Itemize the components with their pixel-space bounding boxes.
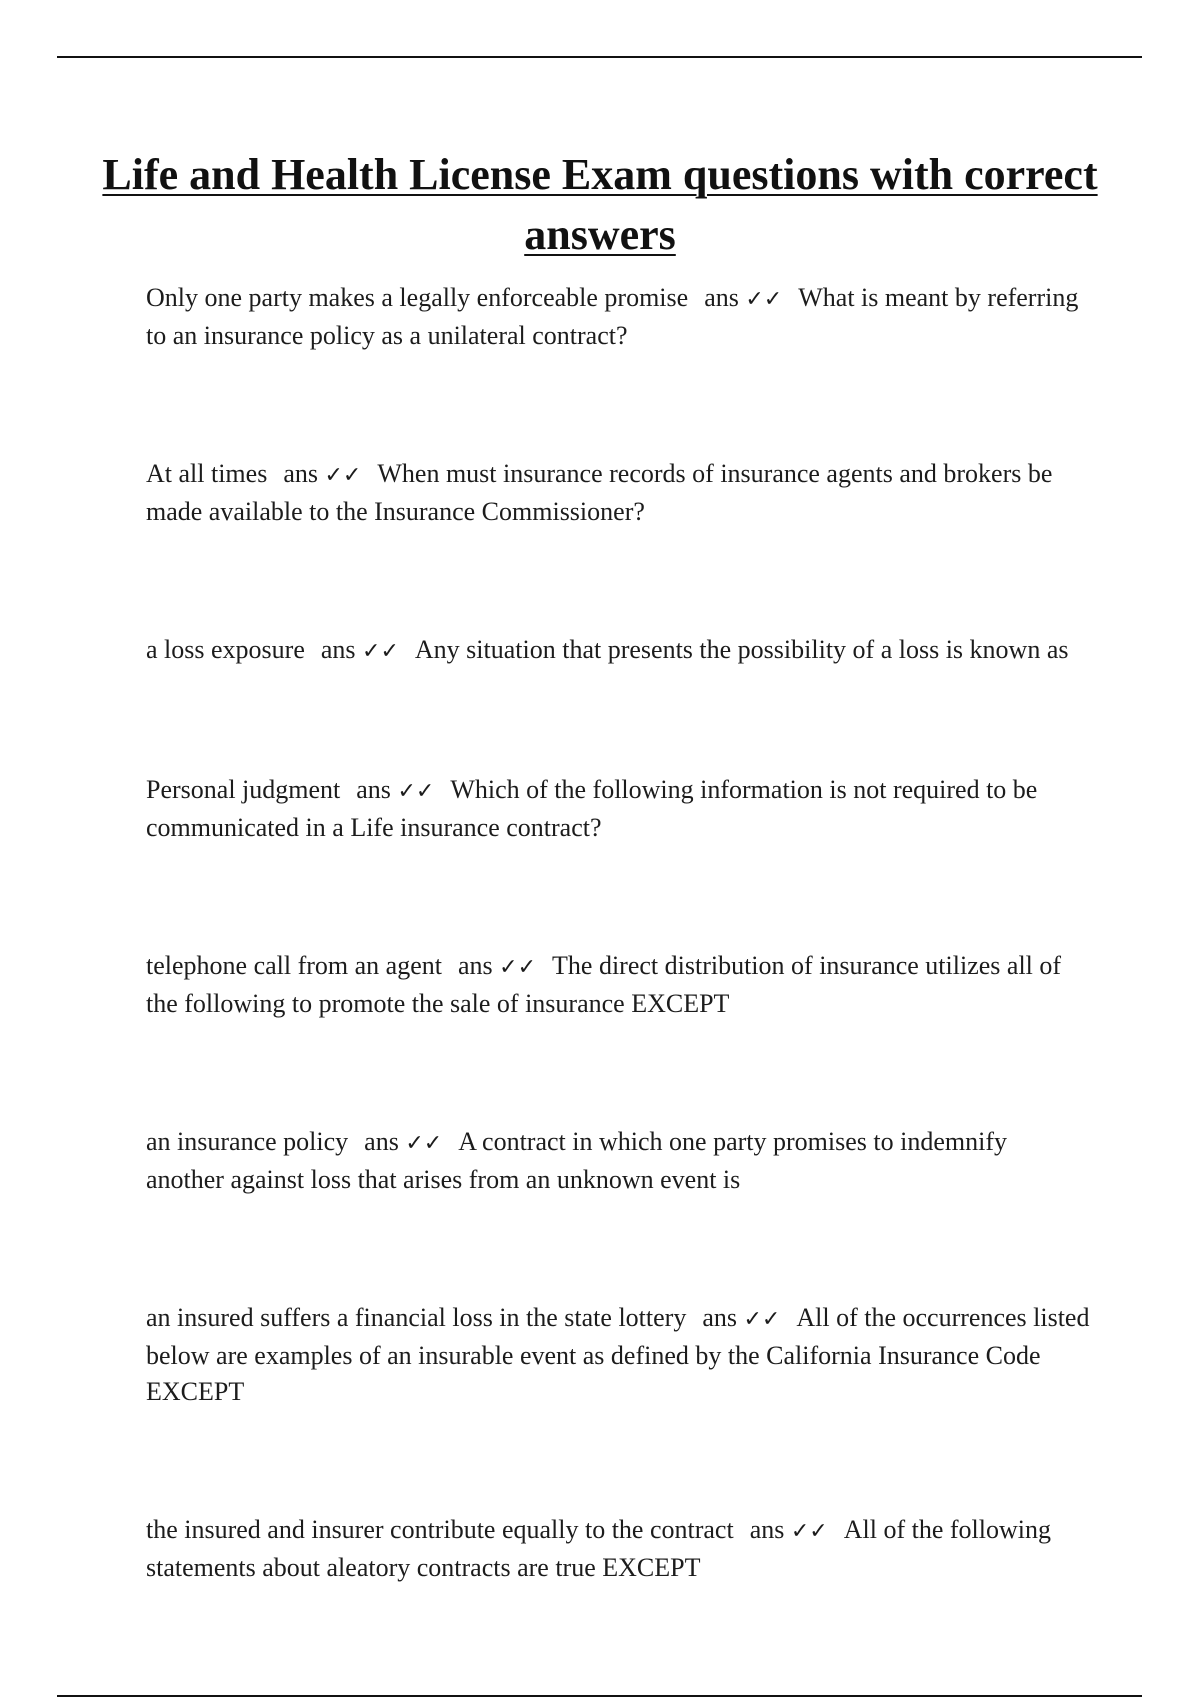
double-check-icon: ✓✓ [499, 955, 537, 980]
question-text: What is meant by referring to an insurance policy as a unilateral contract? [146, 283, 1079, 350]
double-check-icon: ✓✓ [743, 1307, 781, 1332]
qa-item [146, 948, 1091, 1022]
qa-item [146, 1512, 1091, 1586]
question-text: The direct distribution of insurance utilizes all of the following to promote the sale of insurance EXCEPT [146, 951, 1062, 1018]
answer-text: telephone call from an agent [146, 951, 442, 980]
answer-text: a loss exposure [146, 635, 305, 664]
answer-text: At all times [146, 459, 268, 488]
ans-marker: ans ✓✓ [283, 459, 362, 488]
bottom-rule [57, 1695, 1142, 1697]
ans-marker: ans ✓✓ [364, 1127, 443, 1156]
double-check-icon: ✓✓ [324, 463, 362, 488]
question-text: All of the following statements about aleatory contracts are true EXCEPT [146, 1515, 1052, 1582]
answer-text: Only one party makes a legally enforceable promise [146, 283, 689, 312]
ans-marker: ans ✓✓ [320, 635, 399, 664]
ans-marker: ans ✓✓ [749, 1515, 828, 1544]
qa-item [146, 1124, 1091, 1198]
answer-text: Personal judgment [146, 775, 341, 804]
ans-marker: ans ✓✓ [457, 951, 537, 980]
ans-marker: ans ✓✓ [702, 1303, 781, 1332]
ans-marker: ans ✓✓ [704, 283, 783, 312]
question-text: Any situation that presents the possibility of a loss is known as [414, 635, 1069, 664]
qa-item [146, 772, 1091, 846]
answer-text: the insured and insurer contribute equally to the contract [146, 1515, 734, 1544]
answer-text: an insured suffers a financial loss in the state lottery [146, 1303, 687, 1332]
answer-text: an insurance policy [146, 1127, 349, 1156]
qa-item [146, 280, 1091, 354]
top-rule [57, 56, 1142, 58]
question-text: All of the occurrences listed below are examples of an insurable event as defined by the California Insurance Code EXCEPT [146, 1303, 1090, 1406]
question-text: When must insurance records of insurance agents and brokers be made available to the Insurance Commissioner? [146, 459, 1053, 526]
double-check-icon: ✓✓ [362, 639, 399, 664]
double-check-icon: ✓✓ [397, 779, 435, 804]
qa-item [146, 632, 1091, 670]
question-text: A contract in which one party promises to indemnify another against loss that arises from an unknown event is [146, 1127, 1007, 1194]
double-check-icon: ✓✓ [745, 287, 783, 312]
double-check-icon: ✓✓ [790, 1519, 828, 1544]
ans-marker: ans ✓✓ [356, 775, 435, 804]
document-title: Life and Health License Exam questions with correct answers [102, 150, 1098, 259]
double-check-icon: ✓✓ [405, 1131, 443, 1156]
qa-item [146, 1300, 1091, 1410]
qa-item [146, 456, 1091, 530]
qa-list [146, 280, 1091, 1688]
question-text: Which of the following information is not required to be communicated in a Life insurance contract? [146, 775, 1038, 842]
